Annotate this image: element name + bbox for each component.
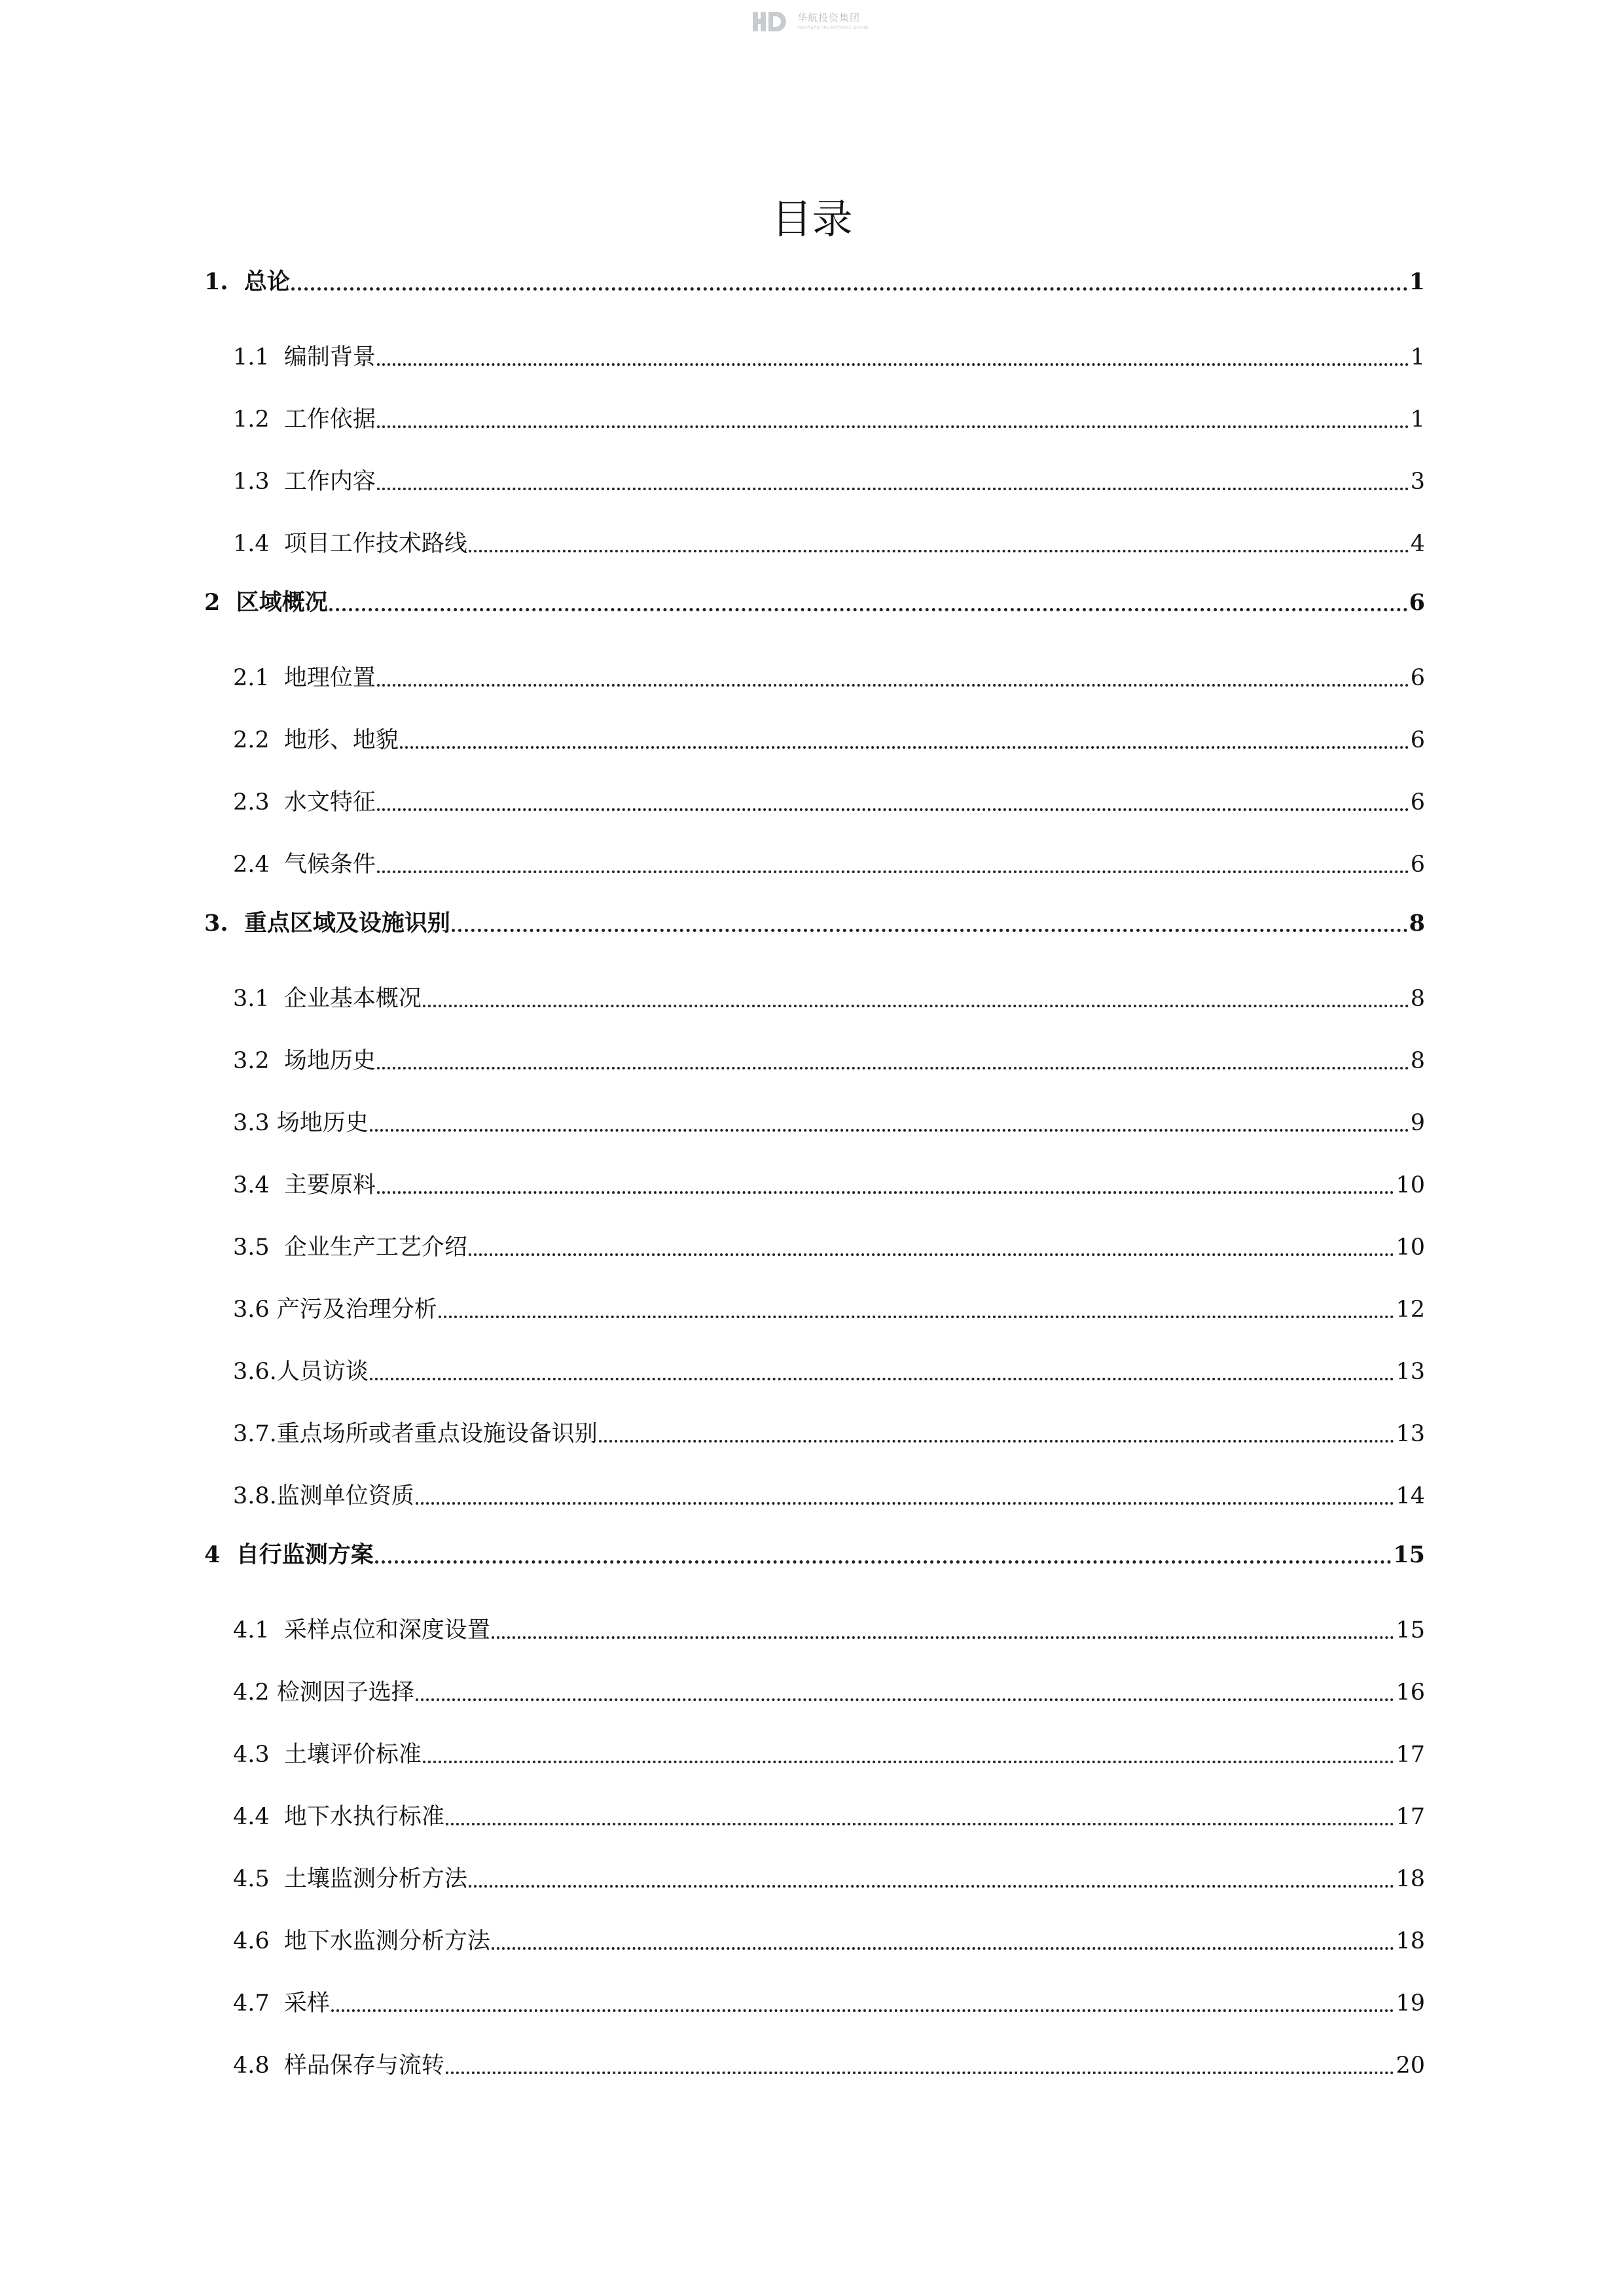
toc-entry[interactable] — [233, 779, 1425, 818]
toc-dot-leader — [416, 1502, 1395, 1505]
toc-entry-page: 9 — [1410, 1110, 1425, 1136]
toc-entry-number: 3.8. — [233, 1483, 277, 1509]
toc-entry-number: 1.3 — [233, 469, 284, 495]
toc-entry-page: 15 — [1396, 1617, 1425, 1643]
toc-entry-page: 1 — [1409, 268, 1425, 295]
toc-entry-page: 6 — [1410, 665, 1425, 691]
toc-entry-page: 1 — [1410, 406, 1425, 433]
toc-dot-leader — [375, 1560, 1392, 1564]
toc-entry-page: 13 — [1396, 1359, 1425, 1385]
toc-dot-leader — [492, 1947, 1395, 1950]
toc-entry[interactable] — [233, 1473, 1425, 1512]
toc-entry-number: 2.2 — [233, 727, 284, 753]
toc-entry[interactable] — [233, 1100, 1425, 1139]
toc-entry-page: 20 — [1396, 2053, 1425, 2079]
toc-entry-number: 3.2 — [233, 1048, 284, 1074]
toc-entry-label: 区域概况 — [236, 589, 328, 616]
toc-entry-label: 土壤监测分析方法 — [283, 1866, 467, 1892]
toc-entry[interactable] — [233, 655, 1425, 694]
toc-dot-leader — [329, 608, 1408, 611]
toc-title: 目录 — [771, 195, 853, 243]
toc-entry-label: 编制背景 — [283, 344, 376, 370]
toc-entry-number: 3.7. — [233, 1421, 277, 1447]
toc-entry-label: 场地历史 — [283, 1048, 376, 1074]
toc-entry-label: 工作内容 — [283, 469, 376, 495]
toc-dot-leader — [291, 287, 1408, 291]
toc-entry-page: 8 — [1410, 986, 1425, 1012]
company-logo-icon — [751, 10, 789, 33]
toc-entry-number: 2.4 — [233, 852, 284, 878]
toc-dot-leader — [446, 2072, 1395, 2074]
toc-entry[interactable] — [233, 1162, 1425, 1201]
toc-entry-page: 16 — [1396, 1679, 1425, 1706]
toc-entry[interactable] — [233, 1731, 1425, 1770]
toc-entry-label: 地形、地貌 — [283, 727, 399, 753]
toc-entry-label: 地理位置 — [283, 665, 376, 691]
toc-entry-number: 4.1 — [233, 1617, 284, 1643]
toc-entry-page: 10 — [1396, 1172, 1425, 1198]
toc-entry[interactable] — [233, 1286, 1425, 1325]
toc-entry[interactable] — [233, 1410, 1425, 1450]
toc-dot-leader — [452, 929, 1408, 932]
toc-dot-leader — [377, 488, 1409, 490]
toc-entry[interactable] — [233, 717, 1425, 756]
toc-dot-leader — [377, 1067, 1409, 1069]
toc-entry[interactable] — [233, 841, 1425, 880]
toc-entry-label: 检测因子选择 — [276, 1679, 414, 1706]
toc-entry-label: 地下水执行标准 — [283, 1804, 444, 1830]
toc-entry-page: 6 — [1410, 852, 1425, 878]
toc-entry-label: 场地历史 — [276, 1110, 369, 1136]
toc-entry-number: 4.7 — [233, 1990, 284, 2017]
toc-entry-number: 3.5 — [233, 1234, 284, 1261]
toc-entry-number: 4.3 — [233, 1742, 284, 1768]
toc-dot-leader — [377, 1191, 1395, 1194]
toc-entry[interactable] — [204, 1532, 1425, 1571]
toc-entry-label: 监测单位资质 — [276, 1483, 414, 1509]
toc-dot-leader — [377, 870, 1409, 873]
toc-dot-leader — [400, 746, 1409, 749]
toc-entry-label: 人员访谈 — [276, 1359, 369, 1385]
toc-dot-leader — [416, 1698, 1395, 1701]
toc-entry-page: 15 — [1393, 1541, 1425, 1568]
toc-dot-leader — [377, 363, 1409, 366]
toc-dot-leader — [492, 1636, 1395, 1639]
toc-entry-label: 土壤评价标准 — [283, 1742, 422, 1768]
toc-entry-number: 2 — [204, 589, 236, 616]
toc-entry-label: 项目工作技术路线 — [283, 531, 467, 557]
logo-text-en: Huahang Investment Group — [797, 25, 869, 30]
toc-entry-number: 3.3 — [233, 1110, 277, 1136]
toc-entry-number: 3. — [204, 910, 244, 937]
toc-entry-number: 2.1 — [233, 665, 284, 691]
toc-entry-number: 4.5 — [233, 1866, 284, 1892]
toc-entry-label: 地下水监测分析方法 — [283, 1928, 490, 1954]
toc-dot-leader — [446, 1823, 1395, 1825]
toc-entry-label: 产污及治理分析 — [276, 1297, 437, 1323]
toc-entry-number: 1.4 — [233, 531, 284, 557]
toc-entry[interactable] — [233, 2042, 1425, 2081]
toc-entry-number: 2.3 — [233, 789, 284, 816]
toc-entry[interactable] — [233, 1918, 1425, 1957]
toc-entry-label: 工作依据 — [283, 406, 376, 433]
toc-entry-number: 4.8 — [233, 2053, 284, 2079]
toc-entry-label: 水文特征 — [283, 789, 376, 816]
toc-entry-label: 自行监测方案 — [236, 1541, 374, 1568]
toc-entry-number: 3.1 — [233, 986, 284, 1012]
toc-dot-leader — [469, 1885, 1395, 1888]
toc-entry[interactable] — [233, 1980, 1425, 2019]
toc-entry-label: 样品保存与流转 — [283, 2053, 444, 2079]
toc-entry-number: 1.2 — [233, 406, 284, 433]
toc-entry[interactable] — [233, 334, 1425, 373]
toc-entry[interactable] — [233, 1348, 1425, 1388]
toc-entry[interactable] — [204, 579, 1425, 619]
toc-entry-label: 主要原料 — [283, 1172, 376, 1198]
toc-dot-leader — [469, 550, 1409, 552]
toc-entry-page: 14 — [1396, 1483, 1425, 1509]
logo-text-cn: 华航投资集团 — [797, 12, 861, 24]
toc-entry[interactable] — [233, 1607, 1425, 1646]
toc-entry[interactable] — [233, 1224, 1425, 1263]
toc-entry[interactable] — [204, 900, 1425, 939]
toc-entry[interactable] — [233, 1856, 1425, 1895]
toc-entry-page: 13 — [1396, 1421, 1425, 1447]
toc-entry-page: 18 — [1396, 1866, 1425, 1892]
toc-entry-page: 17 — [1396, 1742, 1425, 1768]
toc-dot-leader — [423, 1761, 1395, 1763]
toc-entry[interactable] — [233, 1669, 1425, 1708]
toc-entry-page: 17 — [1396, 1804, 1425, 1830]
toc-entry-page: 12 — [1396, 1297, 1425, 1323]
toc-entry-label: 总论 — [244, 268, 290, 295]
toc-entry-number: 1.1 — [233, 344, 284, 370]
toc-entry[interactable] — [233, 396, 1425, 435]
toc-dot-leader — [370, 1378, 1395, 1380]
toc-entry-page: 4 — [1410, 531, 1425, 557]
toc-entry-label: 采样 — [283, 1990, 330, 2017]
toc-dot-leader — [469, 1253, 1395, 1256]
toc-entry-page: 10 — [1396, 1234, 1425, 1261]
toc-entry[interactable] — [204, 259, 1425, 298]
toc-entry-label: 采样点位和深度设置 — [283, 1617, 490, 1643]
toc-entry-page: 6 — [1410, 727, 1425, 753]
toc-entry-number: 4.4 — [233, 1804, 284, 1830]
toc-dot-leader — [439, 1316, 1395, 1318]
toc-entry-page: 18 — [1396, 1928, 1425, 1954]
toc-entry[interactable] — [233, 520, 1425, 560]
toc-entry-number: 3.4 — [233, 1172, 284, 1198]
toc-entry-label: 企业基本概况 — [283, 986, 422, 1012]
toc-entry-page: 3 — [1410, 469, 1425, 495]
toc-entry-label: 气候条件 — [283, 852, 376, 878]
toc-entry[interactable] — [233, 975, 1425, 1014]
toc-entry[interactable] — [233, 458, 1425, 497]
toc-dot-leader — [370, 1129, 1409, 1132]
toc-dot-leader — [377, 808, 1409, 811]
toc-entry-number: 3.6. — [233, 1359, 277, 1385]
toc-entry-label: 重点区域及设施识别 — [244, 910, 450, 937]
toc-entry-page: 19 — [1396, 1990, 1425, 2017]
toc-entry-page: 8 — [1410, 1048, 1425, 1074]
toc-dot-leader — [377, 425, 1409, 428]
toc-entry-number: 3.6 — [233, 1297, 277, 1323]
toc-entry-page: 8 — [1409, 910, 1425, 937]
toc-dot-leader — [331, 2009, 1395, 2012]
toc-entry-number: 4 — [204, 1541, 236, 1568]
toc-entry-label: 企业生产工艺介绍 — [283, 1234, 467, 1261]
toc-entry-number: 1. — [204, 268, 244, 295]
toc-entry-page: 6 — [1409, 589, 1425, 616]
header-logo — [751, 7, 869, 37]
toc-entry-number: 4.6 — [233, 1928, 284, 1954]
toc-entry[interactable] — [233, 1793, 1425, 1833]
toc-dot-leader — [599, 1440, 1395, 1443]
toc-entry-page: 1 — [1410, 344, 1425, 370]
toc-entry-page: 6 — [1410, 789, 1425, 816]
toc-dot-leader — [377, 684, 1409, 687]
toc-entry-number: 4.2 — [233, 1679, 277, 1706]
toc-entry[interactable] — [233, 1037, 1425, 1077]
toc-dot-leader — [423, 1005, 1409, 1007]
toc-entry-label: 重点场所或者重点设施设备识别 — [276, 1421, 598, 1447]
